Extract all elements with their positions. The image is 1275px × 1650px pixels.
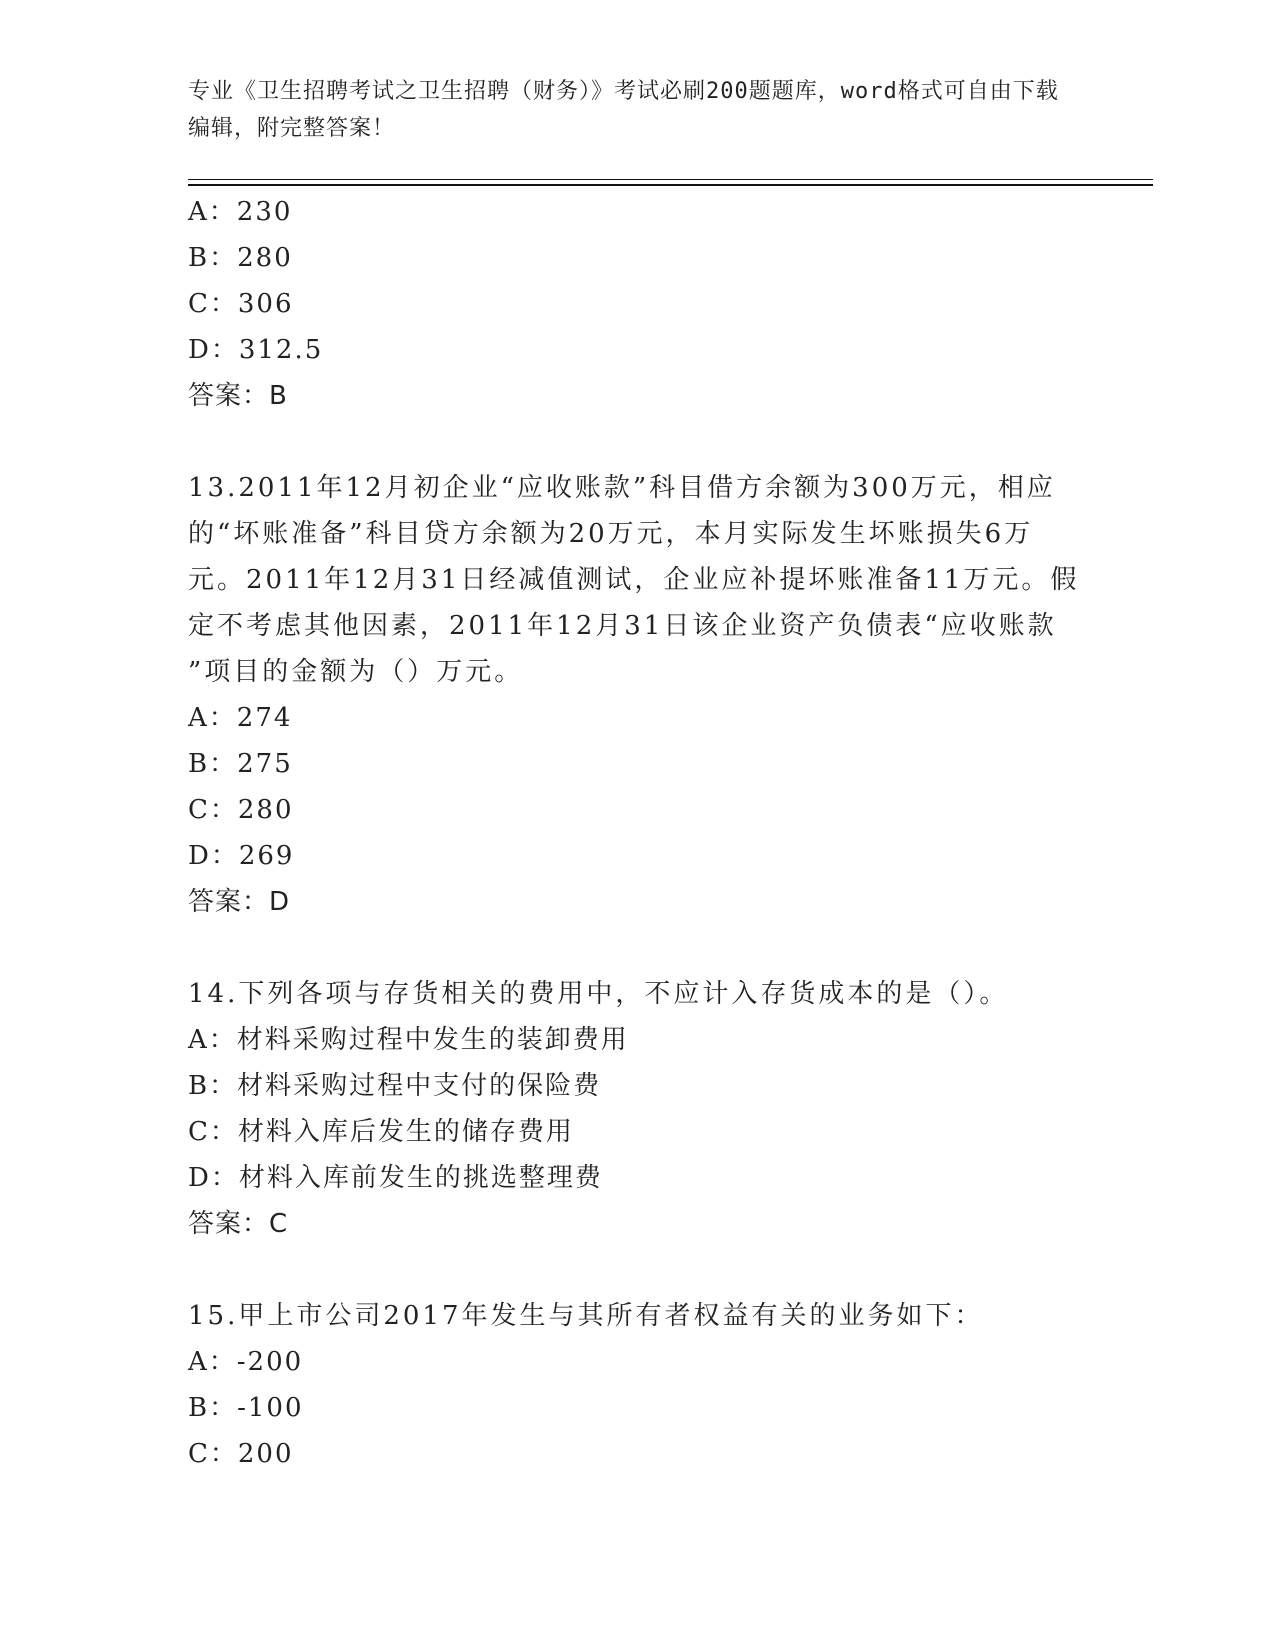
question-text-line: ”项目的金额为（）万元。 (188, 657, 524, 687)
question-text-line: 元。2011年12月31日经减值测试，企业应补提坏账准备11万元。假 (188, 565, 1080, 595)
question-list (188, 189, 1080, 1477)
option-a: A：材料采购过程中发生的装卸费用 (188, 1025, 629, 1055)
option-b: B：280 (188, 243, 293, 273)
option-d: D：269 (188, 841, 295, 871)
question-13 (188, 465, 1080, 925)
option-a: A：274 (188, 703, 293, 733)
question-14 (188, 971, 1068, 1247)
header-divider-thin (188, 179, 1153, 180)
question-text-line: 定不考虑其他因素，2011年12月31日该企业资产负债表“应收账款 (188, 611, 1057, 641)
spacer (188, 419, 1068, 465)
spacer (188, 925, 1068, 971)
header-title: 专业《卫生招聘考试之卫生招聘（财务）》考试必刷200题题库，word格式可自由下载编辑，附完整答案！ (188, 79, 1059, 141)
option-b: B：材料采购过程中支付的保险费 (188, 1071, 602, 1101)
answer: 答案：C (188, 1209, 289, 1239)
option-c: C：280 (188, 795, 294, 825)
option-a: A：230 (188, 197, 293, 227)
option-c: C：200 (188, 1439, 294, 1469)
option-d: D：材料入库前发生的挑选整理费 (188, 1163, 603, 1193)
option-c: C：306 (188, 289, 294, 319)
option-c: C：材料入库后发生的储存费用 (188, 1117, 574, 1147)
question-text: 14.下列各项与存货相关的费用中，不应计入存货成本的是（）。 (188, 979, 1009, 1009)
document-header (188, 73, 1068, 147)
question-15 (188, 1293, 1068, 1477)
option-a: A：-200 (188, 1347, 304, 1377)
question-text-line: 13.2011年12月初企业“应收账款”科目借方余额为300万元，相应 (188, 473, 1056, 503)
option-b: B：-100 (188, 1393, 304, 1423)
spacer (188, 1247, 1068, 1293)
question-text-line: 的“坏账准备”科目贷方余额为20万元，本月实际发生坏账损失6万 (188, 519, 1034, 549)
answer: 答案：D (188, 887, 291, 917)
option-d: D：312.5 (188, 335, 324, 365)
answer: 答案：B (188, 381, 288, 411)
header-divider-thick (188, 184, 1153, 186)
question-12 (188, 189, 1068, 419)
question-text: 15.甲上市公司2017年发生与其所有者权益有关的业务如下： (188, 1301, 984, 1331)
option-b: B：275 (188, 749, 293, 779)
